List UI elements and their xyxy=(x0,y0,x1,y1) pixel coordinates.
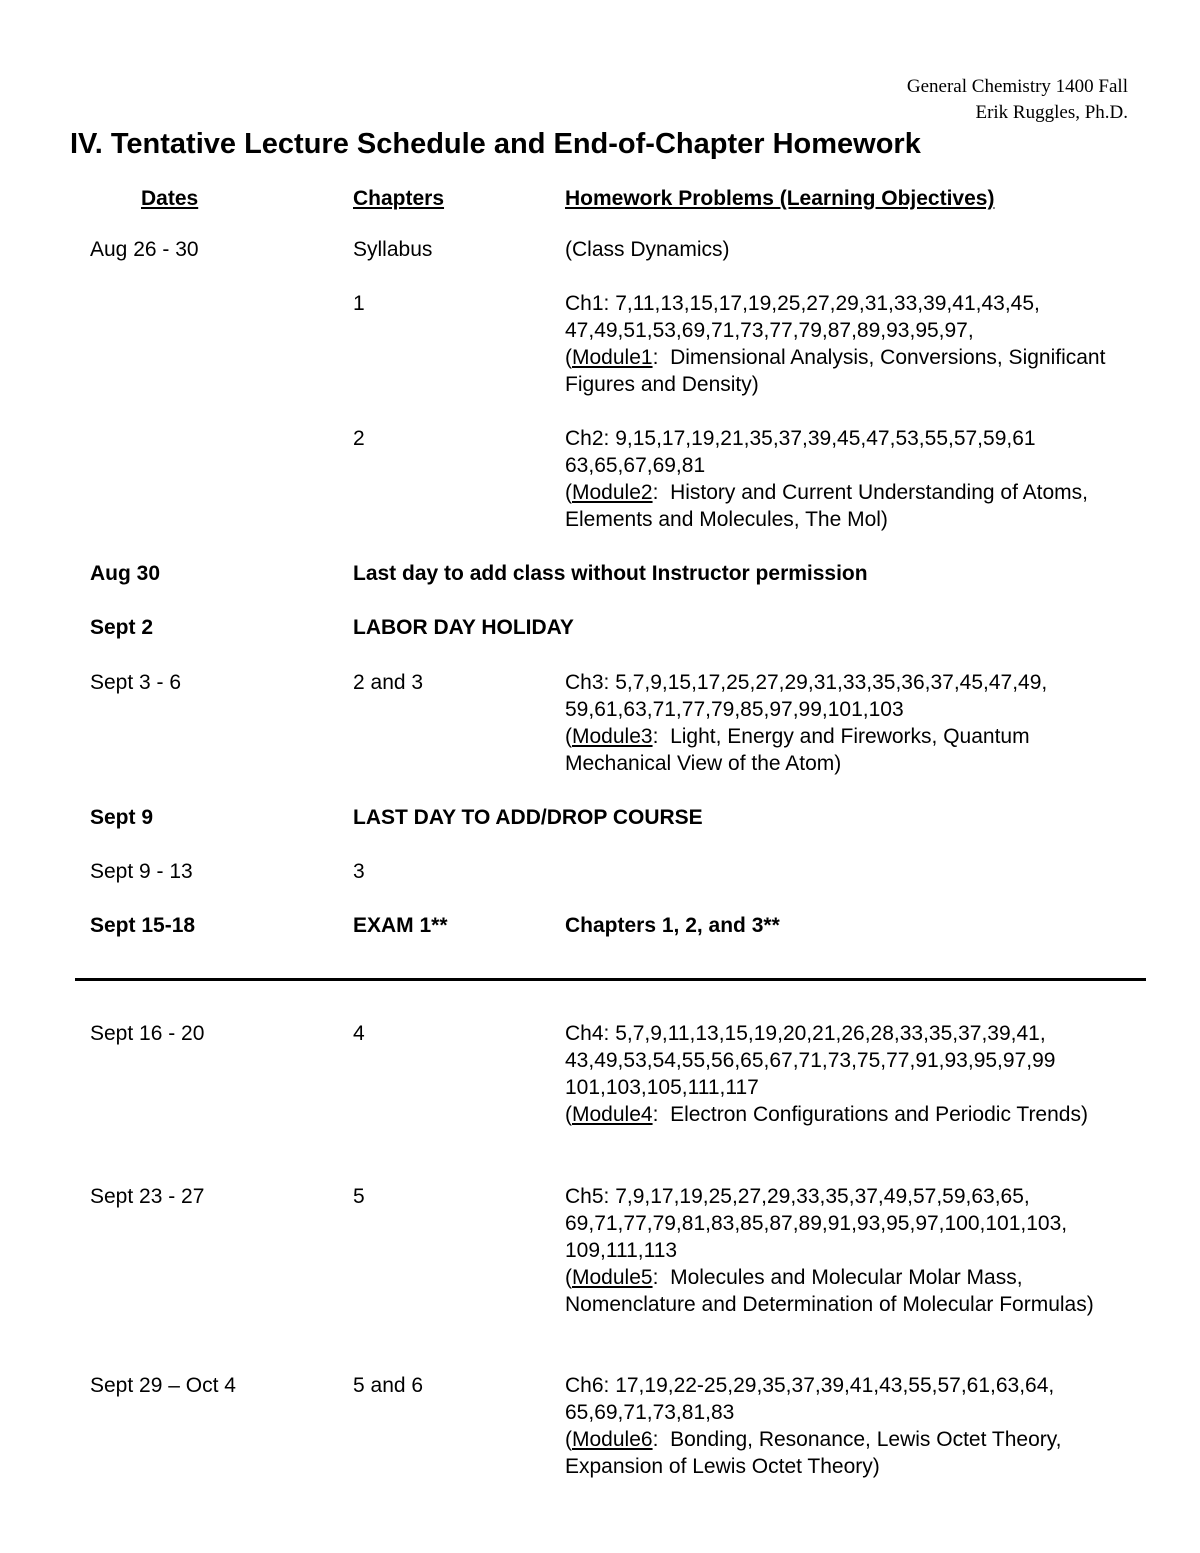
row-chapter: EXAM 1** xyxy=(353,914,448,937)
row-date: Sept 2 xyxy=(90,616,154,639)
problem-line: 47,49,51,53,69,71,73,77,79,87,89,93,95,97, xyxy=(565,319,974,342)
section-divider xyxy=(75,978,1146,981)
problem-line: 63,65,67,69,81 xyxy=(565,454,706,477)
module-link: Module1 xyxy=(572,346,653,369)
objective-text: History and Current Understanding of Atoms, Elements and Molecules, The Mol) xyxy=(565,481,1088,531)
problem-line: 43,49,53,54,55,56,65,67,71,73,75,77,91,93,95,97,99 xyxy=(565,1049,1056,1072)
page-title: IV. Tentative Lecture Schedule and End-of-Chapter Homework xyxy=(70,128,921,160)
document-header xyxy=(907,74,1128,126)
row-event: LAST DAY TO ADD/DROP COURSE xyxy=(353,806,703,829)
learning-objective: (Module3: Light, Energy and Fireworks, Quantum Mechanical View of the Atom) xyxy=(565,725,1030,775)
objective-text: Electron Configurations and Periodic Trends) xyxy=(670,1103,1088,1126)
problem-line: Ch6: 17,19,22-25,29,35,37,39,41,43,55,57,61,63,64, xyxy=(565,1374,1055,1397)
problem-line: Ch1: 7,11,13,15,17,19,25,27,29,31,33,39,41,43,45, xyxy=(565,292,1040,315)
learning-objective: (Module4: Electron Configurations and Periodic Trends) xyxy=(565,1103,1088,1126)
row-chapter: 5 xyxy=(353,1185,365,1208)
problem-line: Ch5: 7,9,17,19,25,27,29,33,35,37,49,57,59,63,65, xyxy=(565,1185,1030,1208)
problem-line: 101,103,105,111,117 xyxy=(565,1076,759,1099)
row-date: Aug 30 xyxy=(90,562,161,585)
problem-line: 59,61,63,71,77,79,85,97,99,101,103 xyxy=(565,698,904,721)
module-link: Module2 xyxy=(572,481,653,504)
row-event: Last day to add class without Instructor permission xyxy=(353,562,868,585)
row-chapter: 5 and 6 xyxy=(353,1374,424,1397)
row-date: Sept 15-18 xyxy=(90,914,196,937)
objective-text: Light, Energy and Fireworks, Quantum Mechanical View of the Atom) xyxy=(565,725,1030,775)
row-date: Aug 26 - 30 xyxy=(90,238,199,261)
row-homework xyxy=(565,1372,1135,1480)
row-homework xyxy=(565,1183,1135,1318)
learning-objective: (Module6: Bonding, Resonance, Lewis Octet Theory, Expansion of Lewis Octet Theory) xyxy=(565,1428,1062,1478)
row-date: Sept 9 xyxy=(90,806,154,829)
instructor-name: Erik Ruggles, Ph.D. xyxy=(975,102,1128,123)
problem-line: 109,111,113 xyxy=(565,1239,678,1262)
objective-text: Dimensional Analysis, Conversions, Significant Figures and Density) xyxy=(565,346,1106,396)
module-link: Module3 xyxy=(572,725,653,748)
row-date: Sept 23 - 27 xyxy=(90,1185,205,1208)
row-homework xyxy=(565,425,1135,533)
problem-line: Ch4: 5,7,9,11,13,15,19,20,21,26,28,33,35,37,39,41, xyxy=(565,1022,1046,1045)
problem-line: Ch3: 5,7,9,15,17,25,27,29,31,33,35,36,37,45,47,49, xyxy=(565,671,1048,694)
row-chapter: 4 xyxy=(353,1022,365,1045)
column-header-chapters: Chapters xyxy=(353,187,445,210)
module-link: Module5 xyxy=(572,1266,653,1289)
row-chapter: 1 xyxy=(353,292,365,315)
column-header-dates: Dates xyxy=(141,187,199,210)
objective-text: Bonding, Resonance, Lewis Octet Theory, Expansion of Lewis Octet Theory) xyxy=(565,1428,1062,1478)
row-event: LABOR DAY HOLIDAY xyxy=(353,616,574,639)
row-chapter: Syllabus xyxy=(353,238,433,261)
row-date: Sept 3 - 6 xyxy=(90,671,182,694)
objective-text: Molecules and Molecular Molar Mass, Nomenclature and Determination of Molecular Formulas) xyxy=(565,1266,1094,1316)
row-homework: (Class Dynamics) xyxy=(565,238,730,261)
row-homework xyxy=(565,290,1135,398)
learning-objective: (Module1: Dimensional Analysis, Conversions, Significant Figures and Density) xyxy=(565,346,1106,396)
row-chapter: 3 xyxy=(353,860,365,883)
module-link: Module6 xyxy=(572,1428,653,1451)
row-date: Sept 16 - 20 xyxy=(90,1022,205,1045)
learning-objective: (Module2: History and Current Understanding of Atoms, Elements and Molecules, The Mol) xyxy=(565,481,1088,531)
row-date: Sept 9 - 13 xyxy=(90,860,193,883)
row-homework xyxy=(565,669,1135,777)
row-chapter: 2 and 3 xyxy=(353,671,424,694)
column-header-homework: Homework Problems (Learning Objectives) xyxy=(565,187,995,210)
problem-line: 65,69,71,73,81,83 xyxy=(565,1401,735,1424)
row-chapter: 2 xyxy=(353,427,365,450)
module-link: Module4 xyxy=(572,1103,653,1126)
row-homework: Chapters 1, 2, and 3** xyxy=(565,914,780,937)
problem-line: 69,71,77,79,81,83,85,87,89,91,93,95,97,100,101,103, xyxy=(565,1212,1068,1235)
row-date: Sept 29 – Oct 4 xyxy=(90,1374,236,1397)
course-name: General Chemistry 1400 Fall xyxy=(906,76,1128,97)
row-homework xyxy=(565,1020,1135,1128)
learning-objective: (Module5: Molecules and Molecular Molar Mass, Nomenclature and Determination of Molecular Formulas) xyxy=(565,1266,1094,1316)
problem-line: Ch2: 9,15,17,19,21,35,37,39,45,47,53,55,57,59,61 xyxy=(565,427,1036,450)
